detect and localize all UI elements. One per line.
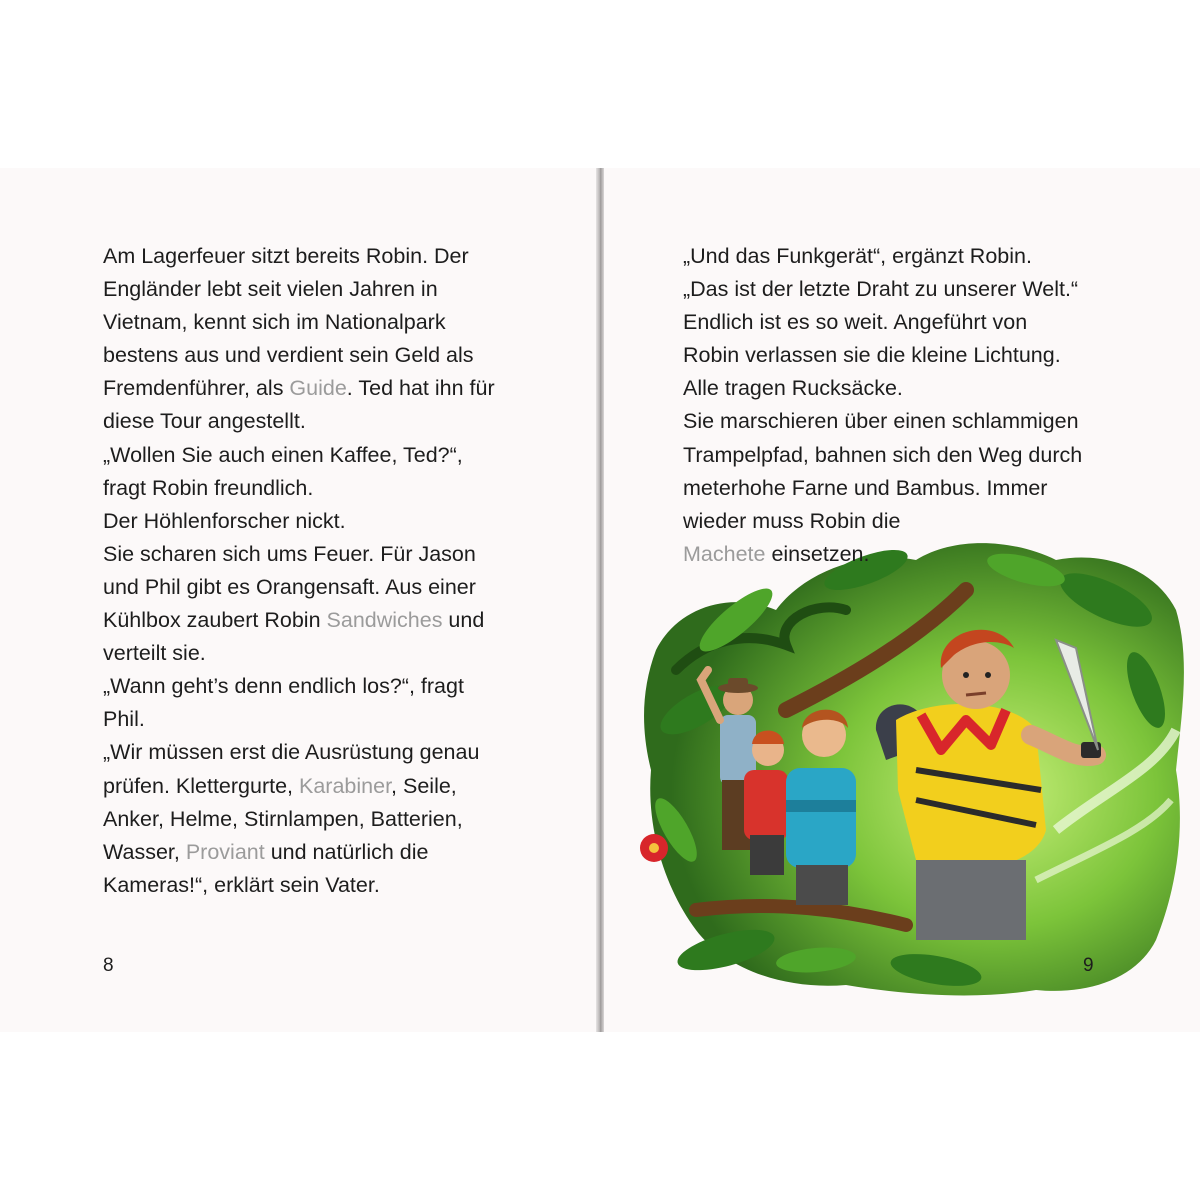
text-segment: und [442,608,485,633]
text-segment: diese Tour angestellt. [103,409,306,434]
text-line [103,273,495,306]
text-segment: „Das ist der letzte Draht zu unserer Welt.“ [683,277,1079,302]
text-segment: Am Lagerfeuer sitzt bereits Robin. Der [103,244,469,268]
text-line [103,869,495,902]
text-line [103,836,495,869]
text-segment: Kameras!“, erklärt sein Vater. [103,872,380,897]
text-segment: „Wir müssen erst die Ausrüstung genau [103,740,480,765]
text-segment: Trampelpfad, bahnen sich den Weg durch [683,442,1083,467]
text-line [103,803,495,836]
text-line [683,405,1082,438]
text-segment: und Phil gibt es Orangensaft. Aus einer [103,574,476,599]
text-segment: Anker, Helme, Stirnlampen, Batterien, [103,806,463,831]
text-line [103,770,495,803]
text-segment: Sie marschieren über einen schlammigen [683,409,1079,434]
text-segment: verteilt sie. [103,641,206,666]
text-segment: einsetzen. [765,541,870,566]
text-line [683,472,1082,505]
text-line [103,736,495,769]
glossary-term: Machete [683,541,766,566]
text-segment: Engländer lebt seit vielen Jahren in [103,277,438,302]
text-segment: Alle tragen Rucksäcke. [683,376,903,401]
jungle-illustration [636,530,1190,1000]
glossary-term: Karabiner [299,773,392,798]
text-line [103,472,495,505]
text-line [103,637,495,670]
text-segment: bestens aus und verdient sein Geld als [103,343,474,368]
text-line [683,339,1082,372]
text-line [683,372,1082,405]
text-segment: wieder muss Robin die [683,508,901,533]
text-segment: Endlich ist es so weit. Angeführt von [683,310,1028,335]
text-line [103,405,495,438]
text-line [683,538,1082,571]
text-segment: Vietnam, kennt sich im Nationalpark [103,310,446,335]
text-segment: „Und das Funkgerät“, ergänzt Robin. [683,244,1032,268]
page-number-left: 8 [103,955,114,976]
text-segment: und natürlich die [264,839,429,864]
text-segment: Kühlbox zaubert Robin [103,608,327,633]
text-segment: . Ted hat ihn für [346,376,495,401]
text-line [103,571,495,604]
text-line [683,439,1082,472]
text-line [103,372,495,405]
text-line [103,538,495,571]
text-line [103,339,495,372]
text-line [103,703,495,736]
left-page-text [103,240,495,902]
text-line [103,604,495,637]
text-segment: , Seile, [391,773,457,798]
text-segment: Sie scharen sich ums Feuer. Für Jason [103,541,476,566]
text-segment: Fremdenführer, als [103,376,290,401]
text-segment: Wasser, [103,839,186,864]
text-segment: Robin verlassen sie die kleine Lichtung. [683,343,1061,368]
text-line [683,306,1082,339]
text-line [683,240,1082,273]
glossary-term: Guide [289,376,347,401]
text-segment: fragt Robin freundlich. [103,475,314,500]
text-line [103,240,495,273]
text-segment: prüfen. Klettergurte, [103,773,299,798]
text-line [103,670,495,703]
glossary-term: Sandwiches [326,608,443,633]
text-line [683,273,1082,306]
right-page-text [683,240,1082,571]
text-segment: Phil. [103,707,145,732]
book-gutter [596,168,604,1032]
text-line [103,505,495,538]
text-segment: Der Höhlenforscher nickt. [103,508,346,533]
text-line [683,505,1082,538]
text-segment: meterhohe Farne und Bambus. Immer [683,475,1048,500]
text-segment: „Wann geht’s denn endlich los?“, fragt [103,674,464,699]
glossary-term: Proviant [185,839,265,864]
text-line [103,439,495,472]
page-number-right: 9 [1083,955,1094,976]
text-segment: „Wollen Sie auch einen Kaffee, Ted?“, [103,442,463,467]
text-line [103,306,495,339]
